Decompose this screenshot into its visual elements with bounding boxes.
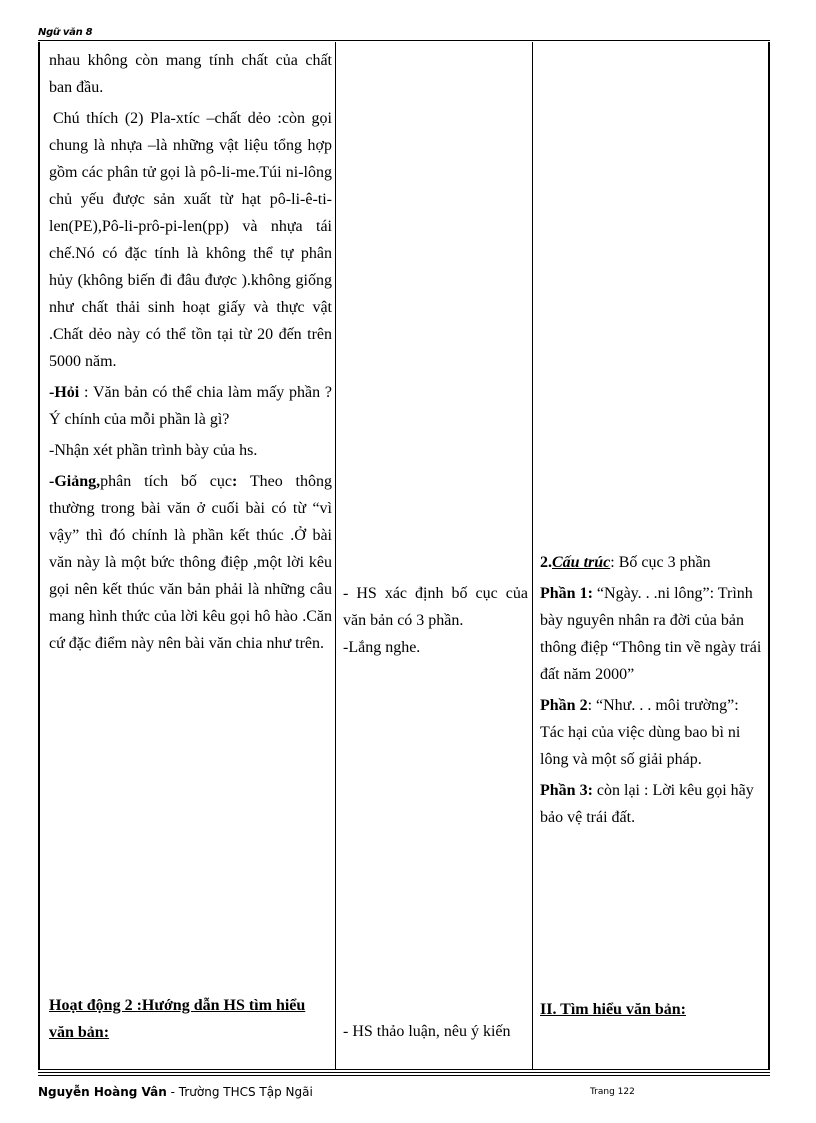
explain-colon: : xyxy=(231,473,238,490)
paragraph-review: -Nhận xét phần trình bày của hs. xyxy=(49,442,258,459)
part-1 xyxy=(540,580,764,688)
author-name: Nguyễn Hoàng Vân xyxy=(38,1085,167,1099)
part-2 xyxy=(540,692,764,773)
structure-title: Cấu trúc xyxy=(552,554,611,571)
answer-structure: - HS xác định bố cục của văn bản có 3 phần. xyxy=(343,585,528,629)
footer-rule-2 xyxy=(38,1075,770,1076)
section-2-heading: II. Tìm hiểu văn bản: xyxy=(540,1001,686,1018)
part-3-label: Phần 3: xyxy=(540,782,593,799)
answer-discuss: - HS thảo luận, nêu ý kiến xyxy=(343,1023,511,1040)
structure-number: 2. xyxy=(540,554,552,571)
activity-2-heading: Hoạt động 2 :Hướng dẫn HS tìm hiểu văn bản: xyxy=(49,997,306,1041)
paragraph-explain xyxy=(49,468,332,657)
explain-topic: phân tích bố cục xyxy=(100,473,232,490)
footer-rule xyxy=(38,1072,770,1073)
content-column xyxy=(540,549,764,835)
part-1-label: Phần 1: xyxy=(540,585,593,602)
student-answer-structure xyxy=(343,580,528,661)
column-divider-1 xyxy=(335,42,336,1069)
explain-label: -Giảng, xyxy=(49,473,101,490)
answer-listen: -Lắng nghe. xyxy=(343,639,421,656)
page-number: Trang 122 xyxy=(590,1087,635,1097)
paragraph-note-plastic: Chú thích (2) Pla-xtíc –chất dẻo :còn gọi chung là nhựa –là những vật liệu tổng hợp gồm các phân tử gọi là pô-li-me.Túi ni-lông chủ yếu được sản xuất từ hạt pô-li-ê-ti-len(PE),Pô-li-prô-pi-len(pp) và nhựa tái chế.Nó có đặc tính là không thể tự phân hủy (không biến đi đâu được ).không giống như chất thải sinh hoạt giấy và thực vật .Chất dẻo này có thể tồn tại từ 20 đến trên 5000 năm. xyxy=(49,110,332,370)
part-1-text: “Ngày. . .ni lông”: Trình bày nguyên nhân ra đời của bản thông điệp “Thông tin về ngày trái đất năm 2000” xyxy=(540,585,762,683)
question-text: : Văn bản có thể chia làm mấy phần ? Ý chính của mỗi phần là gì? xyxy=(49,384,332,428)
school-name: - Trường THCS Tập Ngãi xyxy=(166,1085,313,1099)
structure-rest: : Bố cục 3 phần xyxy=(610,554,711,571)
question-label: -Hỏi xyxy=(49,384,80,401)
part-2-label: Phần 2 xyxy=(540,697,588,714)
header-rule xyxy=(38,40,770,41)
paragraph-question xyxy=(49,379,332,433)
teacher-activity-column xyxy=(49,47,332,661)
student-answer-discuss xyxy=(343,1018,528,1045)
structure-heading xyxy=(540,549,764,576)
column-divider-2 xyxy=(532,42,533,1069)
explain-text: Theo thông thường trong bài văn ở cuối bài có từ “vì vậy” thì đó chính là phần kết thúc .Ở bài văn này là một bức thông điệp ,một lời kêu gọi nên kết thúc văn bản phải là những câu mang hình thức của lời kêu gọi hô hào .Căn cứ đặc điểm này nên bài văn chia như trên. xyxy=(49,473,332,652)
part-3-text: còn lại : Lời kêu gọi hãy bảo vệ trái đất. xyxy=(540,782,754,826)
footer-author xyxy=(38,1085,313,1099)
paragraph-intro: nhau không còn mang tính chất của chất ban đầu. xyxy=(49,52,332,96)
lesson-table xyxy=(38,42,770,1070)
header-subject: Ngữ văn 8 xyxy=(38,27,93,38)
part-3 xyxy=(540,777,764,831)
part-2-text: : “Như. . . môi trường”: Tác hại của việc dùng bao bì ni lông và một số giải pháp. xyxy=(540,697,741,768)
